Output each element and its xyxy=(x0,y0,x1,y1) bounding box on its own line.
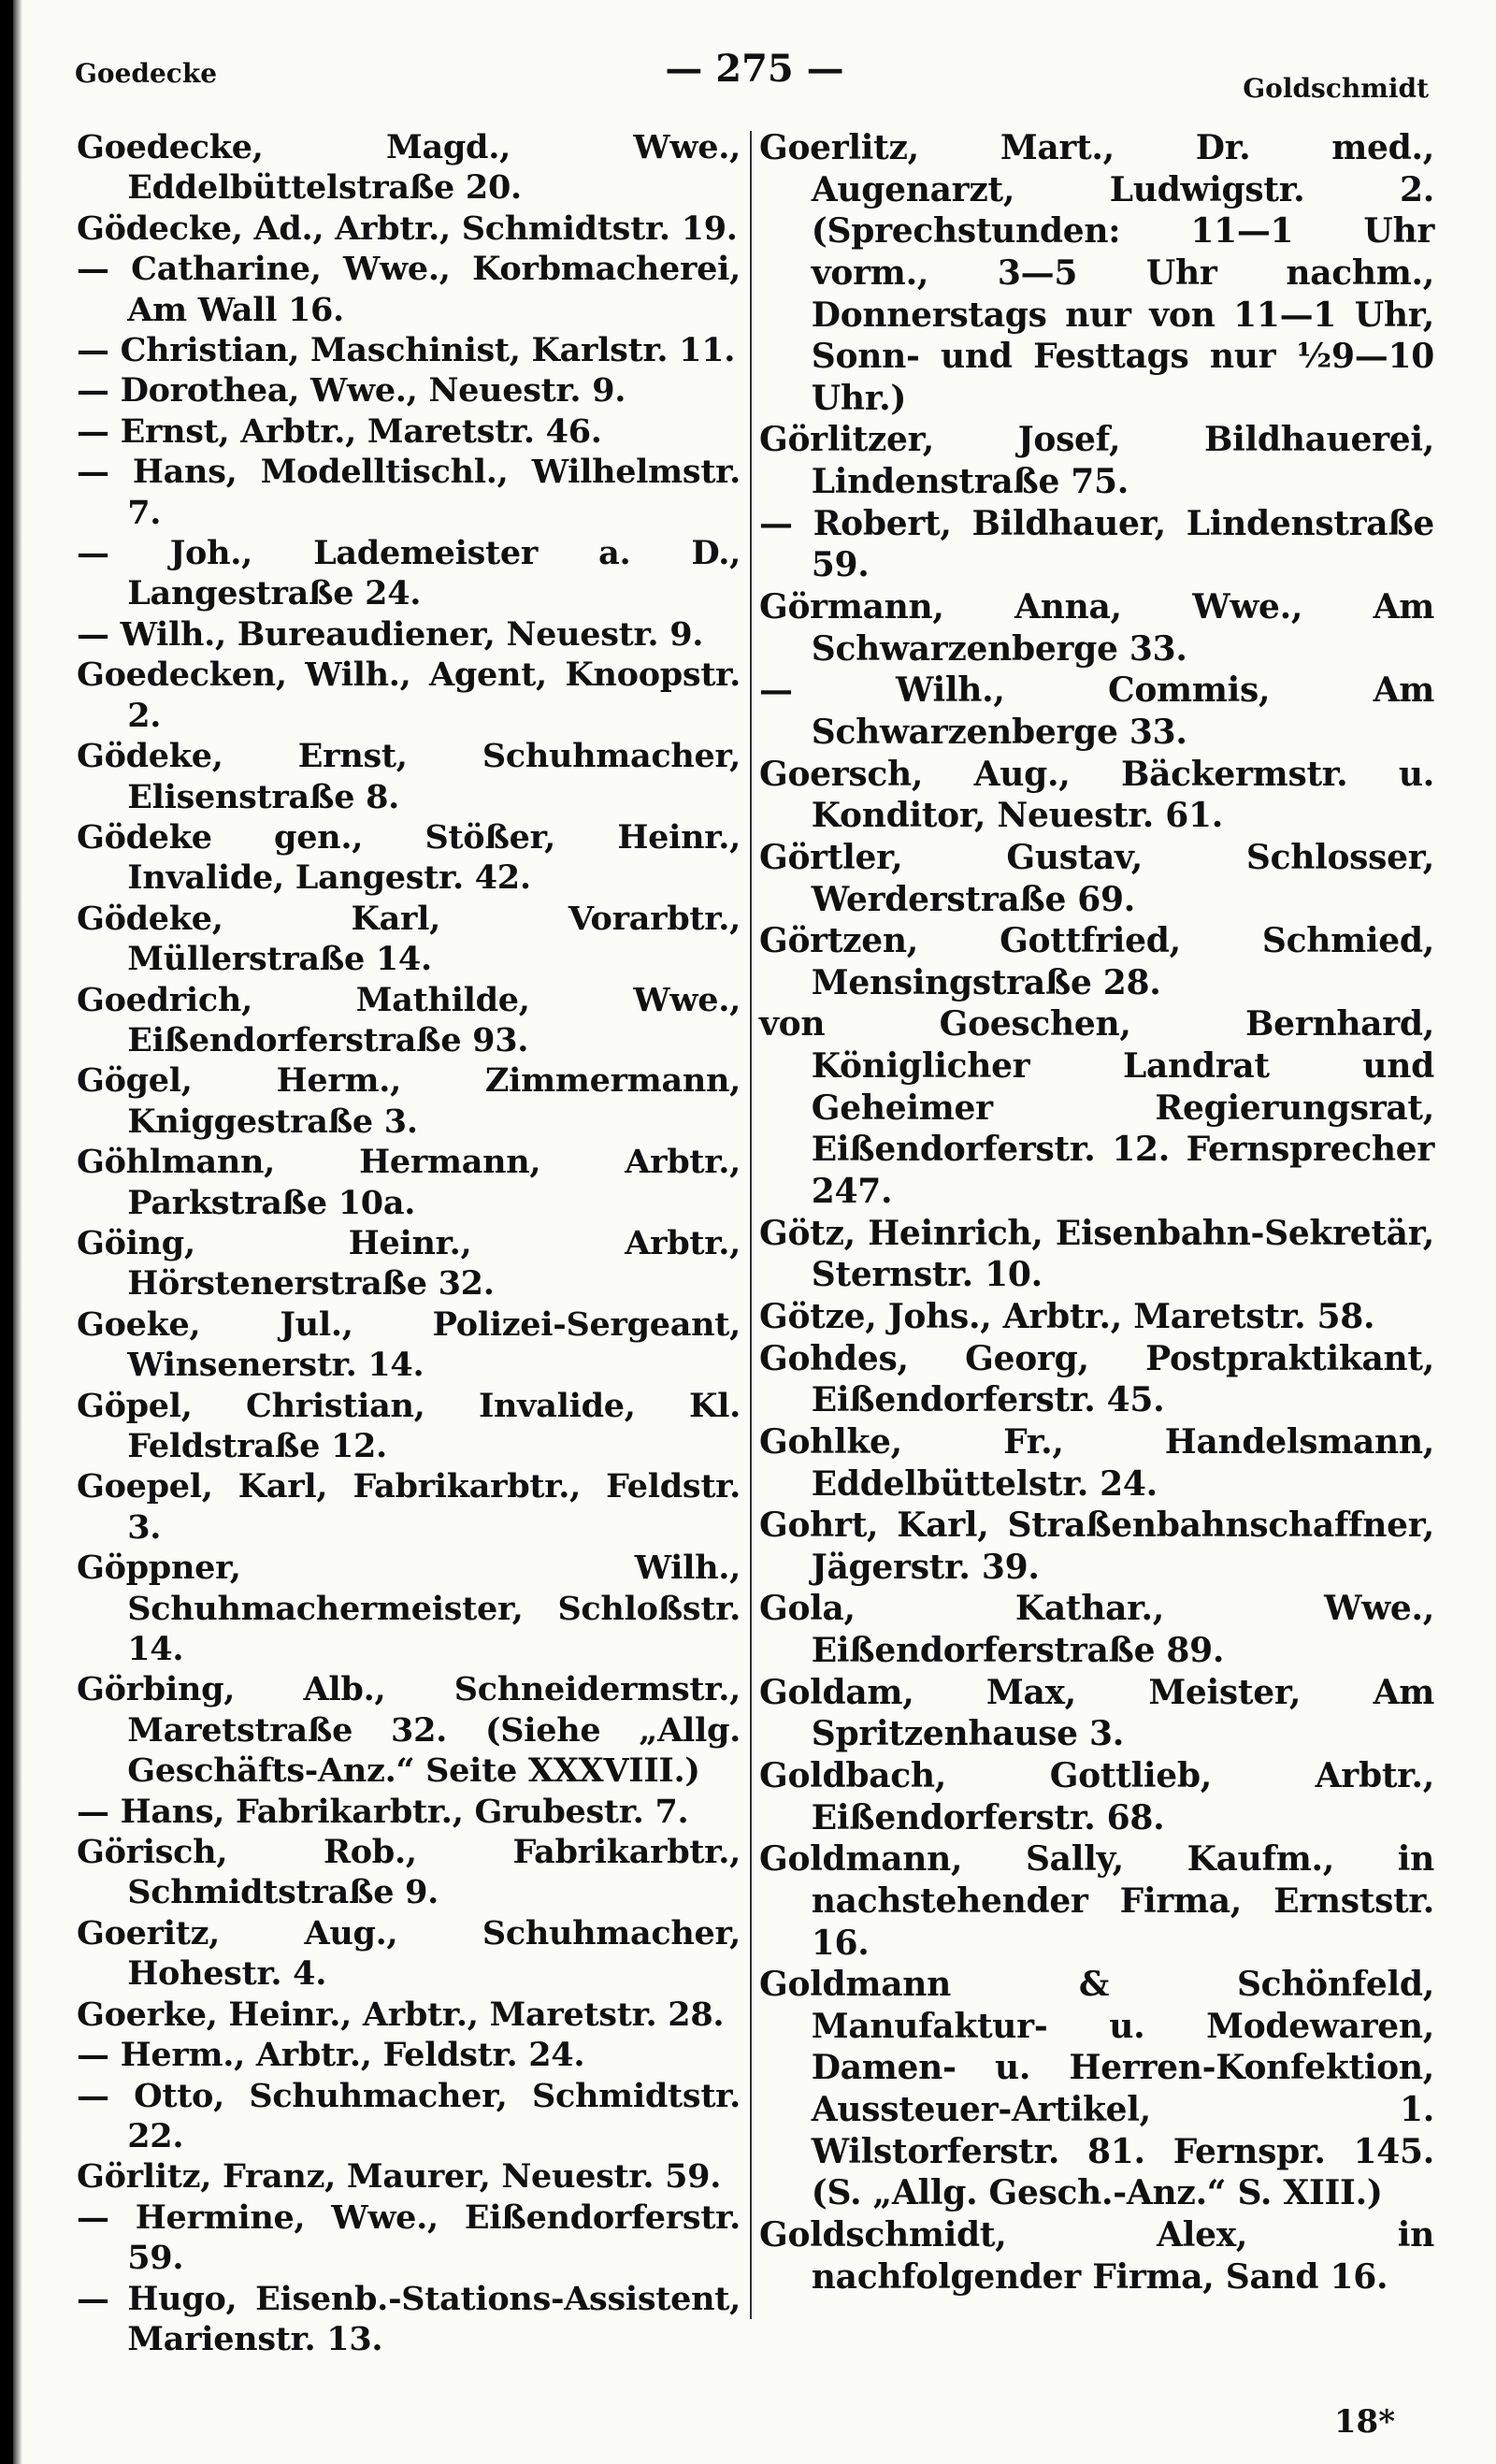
running-header xyxy=(13,47,1496,103)
directory-entry: Goersch, Aug., Bäckermstr. u. Konditor, Neuestr. 61. xyxy=(759,754,1434,836)
directory-entry: Gödeke, Ernst, Schuhmacher, Elisenstraße 8. xyxy=(77,737,741,816)
directory-entry: — Robert, Bildhauer, Lindenstraße 59. xyxy=(759,503,1434,585)
directory-entry: Görisch, Rob., Fabrikarbtr., Schmidtstraße 9. xyxy=(77,1833,741,1912)
directory-entry: Goldschmidt, Alex, in nachfolgender Firma, Sand 16. xyxy=(759,2215,1434,2297)
directory-entry: Goldam, Max, Meister, Am Spritzenhause 3. xyxy=(759,1672,1434,1754)
directory-entry: Goldbach, Gottlieb, Arbtr., Eißendorferstr. 68. xyxy=(759,1755,1434,1837)
directory-entry: Gödeke gen., Stößer, Heinr., Invalide, Langestr. 42. xyxy=(77,817,741,898)
directory-entry: — Catharine, Wwe., Korbmacherei, Am Wall 16. xyxy=(77,250,741,329)
left-column xyxy=(77,127,741,2359)
directory-entry: Gola, Kathar., Wwe., Eißendorferstraße 89. xyxy=(759,1589,1434,1671)
directory-entry: Görbing, Alb., Schneidermstr., Maretstraße 32. (Siehe „Allg. Geschäfts-Anz.“ Seite XXXVIII.) xyxy=(77,1670,741,1791)
directory-entry: Göhlmann, Hermann, Arbtr., Parkstraße 10a. xyxy=(77,1143,741,1222)
directory-entry: Göppner, Wilh., Schuhmachermeister, Schloßstr. 14. xyxy=(77,1549,741,1669)
directory-entry: Goeke, Jul., Polizei-Sergeant, Winsenerstr. 14. xyxy=(77,1304,741,1385)
directory-page xyxy=(13,0,1496,2464)
directory-entry: Goldmann & Schönfeld, Manufaktur- u. Modewaren, Damen- u. Herren-Konfektion, Aussteuer-Artikel, 1. Wilstorferstr. 81. Fernspr. 145. (S. „Allg. Gesch.-Anz.“ S. XIII.) xyxy=(759,1965,1434,2213)
directory-entry: Gohrt, Karl, Straßenbahnschaffner, Jägerstr. 39. xyxy=(759,1506,1434,1587)
directory-entry: Goldmann, Sally, Kaufm., in nachstehender Firma, Ernststr. 16. xyxy=(759,1839,1434,1963)
directory-entry: Göing, Heinr., Arbtr., Hörstenerstraße 32. xyxy=(77,1223,741,1304)
directory-entry: Gödecke, Ad., Arbtr., Schmidtstr. 19. xyxy=(77,209,738,248)
directory-entry: Götz, Heinrich, Eisenbahn-Sekretär, Sternstr. 10. xyxy=(759,1213,1434,1295)
directory-entry: — Hans, Fabrikarbtr., Grubestr. 7. xyxy=(77,1792,689,1831)
column-divider xyxy=(750,131,752,2319)
printer-signature-mark: 18* xyxy=(1333,2403,1395,2441)
directory-entry: — Dorothea, Wwe., Neuestr. 9. xyxy=(77,371,626,411)
directory-entry: Göpel, Christian, Invalide, Kl. Feldstraße 12. xyxy=(77,1386,741,1465)
directory-entry: Goepel, Karl, Fabrikarbtr., Feldstr. 3. xyxy=(77,1467,741,1547)
directory-entry: — Christian, Maschinist, Karlstr. 11. xyxy=(77,331,736,370)
directory-entry: von Goeschen, Bernhard, Königlicher Landrat und Geheimer Regierungsrat, Eißendorferstr. 12. Fernsprecher 247. xyxy=(759,1004,1434,1212)
directory-entry: Görtler, Gustav, Schlosser, Werderstraße 69. xyxy=(759,837,1434,919)
header-right-catchword: Goldschmidt xyxy=(1243,73,1429,104)
directory-entry: — Herm., Arbtr., Feldstr. 24. xyxy=(77,2036,585,2075)
directory-entry: Goedrich, Mathilde, Wwe., Eißendorferstraße 93. xyxy=(77,980,741,1059)
directory-entry: Goeritz, Aug., Schuhmacher, Hohestr. 4. xyxy=(77,1913,741,1994)
directory-entry: Görtzen, Gottfried, Schmied, Mensingstraße 28. xyxy=(759,921,1434,1002)
directory-entry: Görlitzer, Josef, Bildhauerei, Lindenstraße 75. xyxy=(759,420,1434,502)
directory-entry: — Ernst, Arbtr., Maretstr. 46. xyxy=(77,411,602,451)
directory-entry: Goerlitz, Mart., Dr. med., Augenarzt, Ludwigstr. 2. (Sprechstunden: 11—1 Uhr vorm., 3—5 Uhr nachm., Donnerstags nur von 11—1 Uhr, Sonn- und Festtags nur ½9—10 Uhr.) xyxy=(759,128,1434,418)
directory-entry: Goedecke, Magd., Wwe., Eddelbüttelstraße 20. xyxy=(77,128,741,208)
directory-entry: Gohlke, Fr., Handelsmann, Eddelbüttelstr. 24. xyxy=(759,1421,1434,1504)
right-column xyxy=(759,127,1434,2298)
directory-entry: — Wilh., Bureaudiener, Neuestr. 9. xyxy=(77,614,704,654)
directory-entry: Goerke, Heinr., Arbtr., Maretstr. 28. xyxy=(77,1995,725,2034)
directory-entry: — Hugo, Eisenb.-Stations-Assistent, Marienstr. 13. xyxy=(77,2279,741,2358)
directory-entry: — Hans, Modelltischl., Wilhelmstr. 7. xyxy=(77,453,741,532)
directory-entry: — Hermine, Wwe., Eißendorferstr. 59. xyxy=(77,2197,741,2278)
directory-entry: Gögel, Herm., Zimmermann, Kniggestraße 3. xyxy=(77,1061,741,1141)
directory-entry: Gödeke, Karl, Vorarbtr., Müllerstraße 14. xyxy=(77,899,741,979)
directory-entry: Götze, Johs., Arbtr., Maretstr. 58. xyxy=(759,1296,1375,1336)
directory-entry: — Otto, Schuhmacher, Schmidtstr. 22. xyxy=(77,2076,741,2155)
directory-entry: Görlitz, Franz, Maurer, Neuestr. 59. xyxy=(77,2157,722,2197)
directory-entry: Görmann, Anna, Wwe., Am Schwarzenberge 33. xyxy=(759,587,1434,669)
directory-entry: Goedecken, Wilh., Agent, Knoopstr. 2. xyxy=(77,656,741,735)
directory-entry: — Wilh., Commis, Am Schwarzenberge 33. xyxy=(759,670,1434,752)
directory-entry: — Joh., Lademeister a. D., Langestraße 24. xyxy=(77,534,741,613)
header-left-catchword: Goedecke xyxy=(75,58,218,89)
page-number: — 275 — xyxy=(665,47,844,91)
directory-entry: Gohdes, Georg, Postpraktikant, Eißendorferstr. 45. xyxy=(759,1338,1434,1420)
